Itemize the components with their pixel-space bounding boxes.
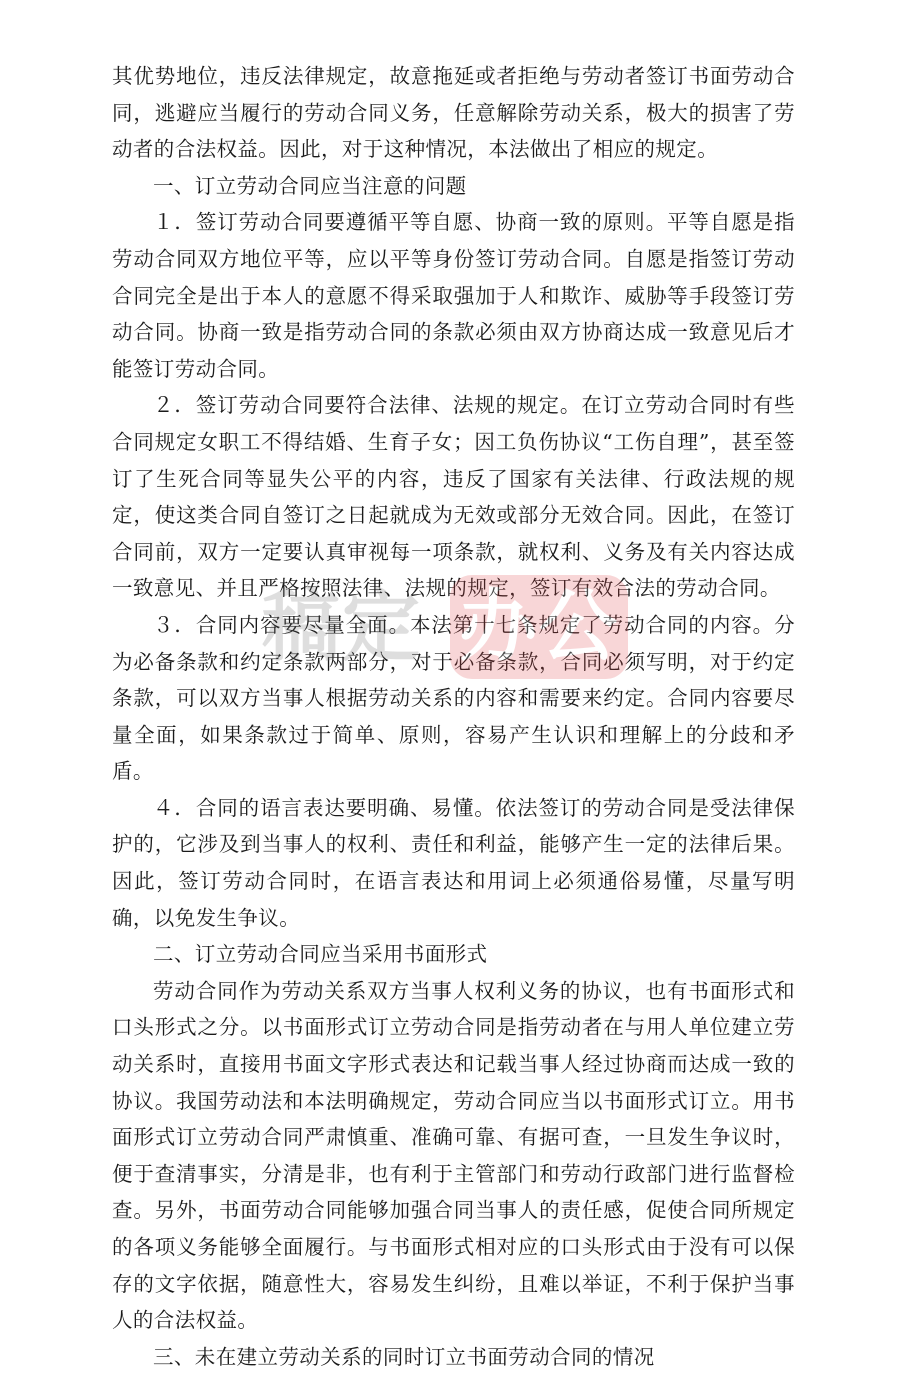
paragraph-point-1: １．签订劳动合同要遵循平等自愿、协商一致的原则。平等自愿是指劳动合同双方地位平等，应以平等身份签订劳动合同。自愿是指签订劳动合同完全是出于本人的意愿不得采取强加于人和欺诈、威胁等手段签订劳动合同。协商一致是指劳动合同的条款必须由双方协商达成一致意见后才能签订劳动合同。 <box>112 210 795 381</box>
section-heading-3: 三、未在建立劳动关系的同时订立书面劳动合同的情况 <box>153 1344 655 1369</box>
paragraph-point-4: ４．合同的语言表达要明确、易懂。依法签订的劳动合同是受法律保护的，它涉及到当事人的权利、责任和利益，能够产生一定的法律后果。因此，签订劳动合同时，在语言表达和用词上必须通俗易懂，尽量写明确，以免发生争议。 <box>112 795 795 930</box>
paragraph-continuation: 其优势地位，违反法律规定，故意拖延或者拒绝与劳动者签订书面劳动合同，逃避应当履行的劳动合同义务，任意解除劳动关系，极大的损害了劳动者的合法权益。因此，对于这种情况，本法做出了相应的规定。 <box>112 64 795 162</box>
paragraph-point-3: ３．合同内容要尽量全面。本法第十七条规定了劳动合同的内容。分为必备条款和约定条款两部分，对于必备条款，合同必须写明，对于约定条款，可以双方当事人根据劳动关系的内容和需要来约定。合同内容要尽量全面，如果条款过于简单、原则，容易产生认识和理解上的分歧和矛盾。 <box>112 612 795 784</box>
watermark-text-left: 稿定 <box>262 582 423 672</box>
paragraph-written-form: 劳动合同作为劳动关系双方当事人权利义务的协议，也有书面形式和口头形式之分。以书面形式订立劳动合同是指劳动者在与用人单位建立劳动关系时，直接用书面文字形式表达和记载当事人经过协商而达成一致的协议。我国劳动法和本法明确规定，劳动合同应当以书面形式订立。用书面形式订立劳动合同严肃慎重、准确可靠、有据可查，一旦发生争议时，便于查清事实，分清是非，也有利于主管部门和劳动行政部门进行监督检查。另外，书面劳动合同能够加强合同当事人的责任感，促使合同所规定的各项义务能够全面履行。与书面形式相对应的口头形式由于没有可以保存的文字依据，随意性大，容易发生纠纷，且难以举证，不利于保护当事人的合法权益。 <box>112 978 795 1333</box>
paragraph-point-2: ２．签订劳动合同要符合法律、法规的规定。在订立劳动合同时有些合同规定女职工不得结婚、生育子女；因工负伤协议“工伤自理”，甚至签订了生死合同等显失公平的内容，违反了国家有关法律、行政法规的规定，使这类合同自签订之日起就成为无效或部分无效合同。因此，在签订合同前，双方一定要认真审视每一项条款，就权利、义务及有关内容达成一致意见、并且严格按照法律、法规的规定，签订有效合法的劳动合同。 <box>112 393 795 601</box>
document-body <box>112 58 795 1375</box>
section-heading-2: 二、订立劳动合同应当采用书面形式 <box>153 942 488 967</box>
watermark-text-right: 办公 <box>458 582 619 672</box>
section-heading-1: 一、订立劳动合同应当注意的问题 <box>153 173 467 198</box>
